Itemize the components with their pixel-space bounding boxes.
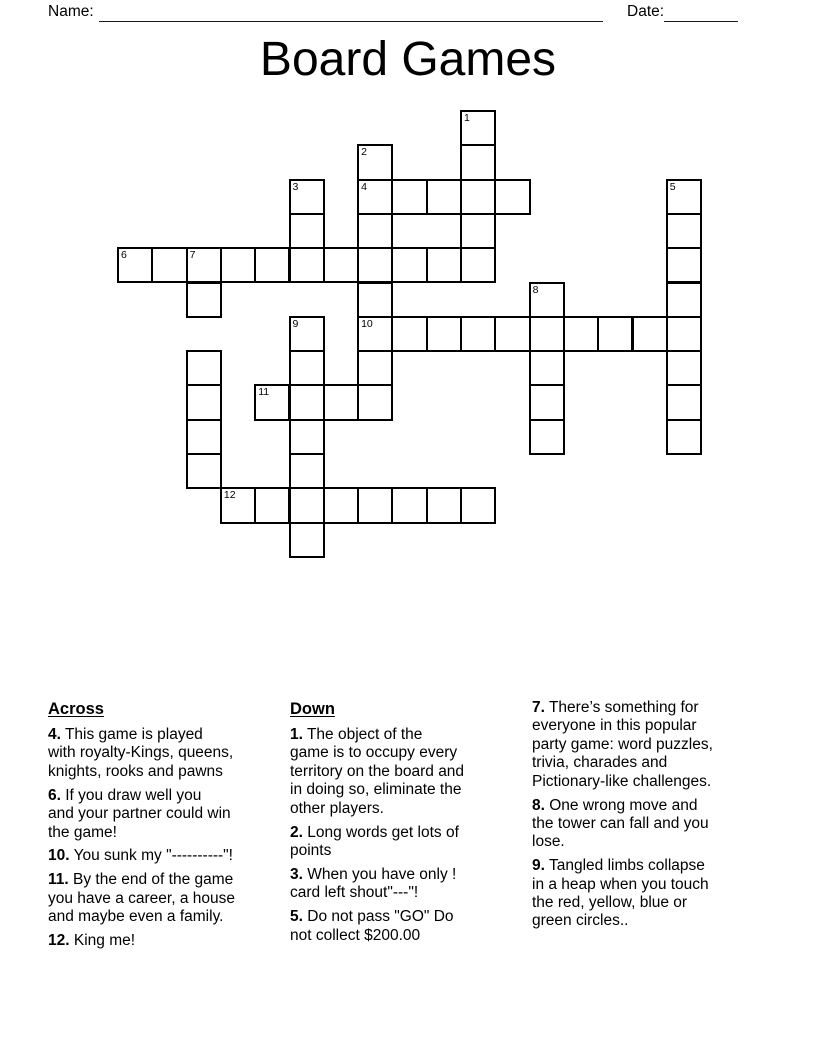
grid-cell[interactable] (666, 247, 702, 283)
grid-cell[interactable] (391, 247, 427, 283)
clue-10: 10. You sunk my "----------"! (48, 847, 233, 865)
grid-cell[interactable] (357, 247, 393, 283)
cell-number: 1 (464, 112, 470, 124)
clue-12: 12. King me! (48, 932, 136, 950)
grid-cell[interactable] (460, 316, 496, 352)
grid-cell[interactable] (357, 487, 393, 523)
clue-number: 3. (290, 865, 303, 883)
grid-cell[interactable] (391, 179, 427, 215)
grid-cell[interactable] (186, 384, 222, 420)
grid-cell[interactable] (357, 350, 393, 386)
cell-number: 2 (361, 146, 367, 159)
grid-cell[interactable] (666, 282, 702, 318)
grid-cell[interactable] (357, 282, 393, 318)
grid-cell[interactable] (289, 213, 325, 249)
clue-number: 9. (532, 857, 545, 875)
grid-cell[interactable] (289, 350, 325, 386)
page-title: Board Games (259, 33, 557, 86)
grid-cell[interactable] (460, 213, 496, 249)
clue-number: 10. (48, 847, 70, 865)
grid-cell[interactable] (563, 316, 599, 352)
cell-number: 5 (669, 180, 676, 193)
clue-2: 2. Long words get lots of points (290, 823, 459, 859)
grid-cell[interactable] (460, 144, 496, 180)
grid-cell[interactable] (460, 179, 496, 215)
clue-7: 7. There’s something for everyone in this popular party game: word puzzles, trivia, charades and Pictionary-like challenges. (532, 699, 713, 790)
name-blank-line[interactable] (99, 5, 603, 22)
clue-number: 8. (532, 796, 545, 814)
grid-cell[interactable] (426, 247, 462, 283)
clue-3: 3. When you have only ! card left shout"---"! (290, 865, 457, 902)
grid-cell[interactable] (666, 179, 702, 215)
grid-cell[interactable] (220, 487, 256, 523)
grid-cell[interactable] (391, 316, 427, 352)
grid-cell[interactable] (597, 316, 633, 352)
grid-cell[interactable] (186, 282, 222, 318)
grid-cell[interactable] (186, 350, 222, 386)
clue-column-across (48, 699, 288, 956)
cell-number: 10 (361, 317, 373, 330)
grid-cell[interactable] (254, 487, 290, 523)
clue-6: 6. If you draw well you and your partner could win the game! (48, 786, 231, 841)
grid-cell[interactable] (529, 316, 565, 352)
clue-1: 1. The object of the game is to occupy every territory on the board and in doing so, eliminate the other players. (290, 726, 465, 817)
grid-cell[interactable] (426, 316, 462, 352)
grid-cell[interactable] (529, 384, 565, 420)
clue-number: 5. (290, 908, 303, 926)
grid-cell[interactable] (666, 213, 702, 249)
clue-11: 11. By the end of the game you have a career, a house and maybe even a family. (48, 871, 235, 926)
grid-cell[interactable] (323, 487, 359, 523)
grid-cell[interactable] (632, 316, 668, 352)
grid-cell[interactable] (186, 247, 222, 283)
clue-8: 8. One wrong move and the tower can fall and you lose. (532, 796, 709, 851)
grid-cell[interactable] (289, 247, 325, 283)
grid-cell[interactable] (151, 247, 187, 283)
clue-number: 6. (48, 786, 61, 804)
grid-cell[interactable] (357, 179, 393, 215)
grid-cell[interactable] (494, 316, 530, 352)
grid-cell[interactable] (529, 350, 565, 386)
grid-cell[interactable] (323, 247, 359, 283)
clue-5: 5. Do not pass "GO" Do not collect $200.00 (290, 908, 454, 944)
cell-number: 4 (361, 180, 367, 193)
grid-cell[interactable] (666, 350, 702, 386)
grid-cell[interactable] (426, 179, 462, 215)
clue-4: 4. This game is played with royalty-Kings, queens, knights, rooks and pawns (48, 726, 234, 780)
clue-column-down (290, 699, 530, 950)
cell-number: 7 (189, 249, 196, 262)
grid-cell[interactable] (357, 144, 393, 180)
date-blank-line[interactable] (664, 5, 738, 22)
cell-number: 9 (292, 317, 299, 330)
cell-number: 3 (292, 180, 299, 193)
grid-cell[interactable] (666, 316, 702, 352)
grid-cell[interactable] (460, 487, 496, 523)
grid-cell[interactable] (289, 384, 325, 420)
clue-number: 11. (48, 871, 69, 889)
grid-cell[interactable] (289, 179, 325, 215)
grid-cell[interactable] (529, 419, 565, 455)
grid-cell[interactable] (460, 247, 496, 283)
grid-cell[interactable] (220, 247, 256, 283)
cell-number: 6 (121, 249, 127, 262)
cell-number: 11 (258, 386, 270, 399)
grid-cell[interactable] (529, 282, 565, 318)
grid-cell[interactable] (289, 316, 325, 352)
grid-cell[interactable] (289, 522, 325, 558)
grid-cell[interactable] (254, 247, 290, 283)
grid-cell[interactable] (494, 179, 530, 215)
clue-number: 12. (48, 932, 70, 950)
date-label: Date: (627, 3, 665, 20)
grid-cell[interactable] (357, 213, 393, 249)
grid-cell[interactable] (357, 316, 393, 352)
clue-list-heading: Down (290, 700, 335, 718)
name-label: Name: (48, 3, 94, 20)
grid-cell[interactable] (426, 487, 462, 523)
grid-cell[interactable] (289, 453, 325, 489)
grid-cell[interactable] (186, 453, 222, 489)
grid-cell[interactable] (289, 419, 325, 455)
clue-number: 1. (290, 726, 303, 743)
grid-cell[interactable] (323, 384, 359, 420)
grid-cell[interactable] (186, 419, 222, 455)
grid-cell[interactable] (460, 110, 496, 146)
grid-cell[interactable] (254, 384, 290, 420)
clue-number: 7. (532, 699, 545, 716)
grid-cell[interactable] (666, 384, 702, 420)
grid-cell[interactable] (391, 487, 427, 523)
grid-cell[interactable] (289, 487, 325, 523)
grid-cell[interactable] (357, 384, 393, 420)
grid-cell[interactable] (666, 419, 702, 455)
grid-cell[interactable] (117, 247, 153, 283)
cell-number: 12 (223, 489, 236, 502)
clue-column-down-continued (532, 699, 772, 936)
clue-list-heading: Across (48, 700, 104, 718)
cell-number: 8 (532, 283, 539, 296)
clue-number: 4. (48, 726, 61, 743)
clue-9: 9. Tangled limbs collapse in a heap when you touch the red, yellow, blue or green circles.. (532, 857, 709, 930)
clue-number: 2. (290, 823, 303, 841)
